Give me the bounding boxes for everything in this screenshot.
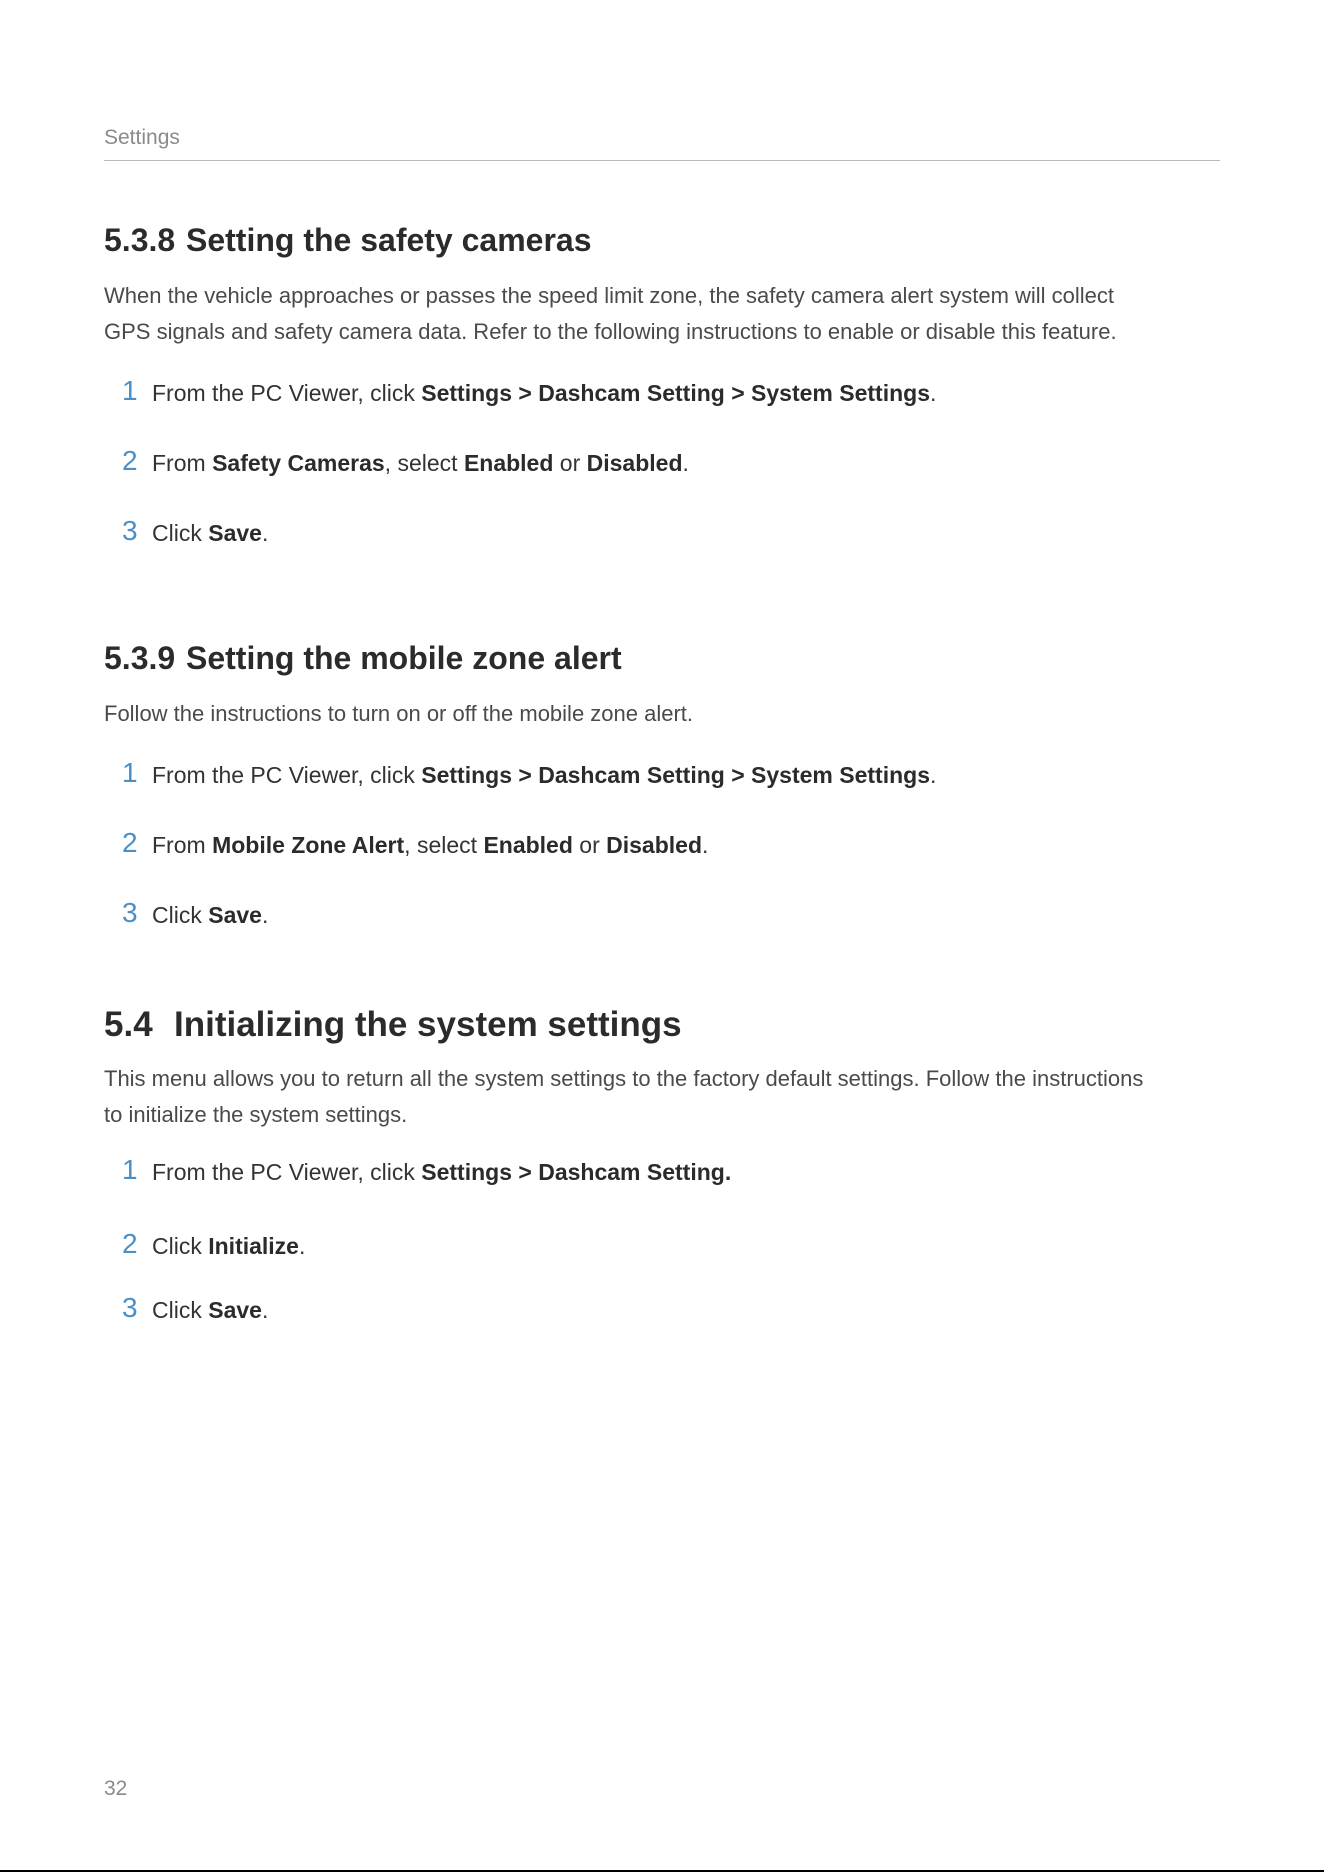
section-title: Initializing the system settings — [174, 1005, 682, 1044]
section-heading — [104, 1003, 1224, 1047]
step-end: . — [724, 1159, 732, 1185]
step-item — [104, 1229, 1224, 1263]
header-divider — [104, 160, 1220, 161]
step-text: or — [553, 450, 587, 476]
step-number: 1 — [122, 757, 138, 788]
running-header: Settings — [104, 126, 180, 149]
option-enabled: Enabled — [463, 450, 554, 476]
step-item — [104, 1293, 1224, 1327]
step-text: From the PC Viewer, click — [152, 380, 422, 406]
intro-line: When the vehicle approaches or passes the speed limit zone, the safety camera alert system will collect — [104, 283, 1115, 308]
step-end: . — [261, 520, 269, 546]
step-item — [104, 376, 1224, 410]
section-initialize-settings — [104, 1003, 1224, 1327]
step-end: . — [261, 1297, 269, 1323]
ui-path-settings: Settings — [421, 380, 512, 406]
section-title: Setting the mobile zone alert — [186, 640, 622, 676]
action-save: Save — [208, 520, 262, 546]
step-text: or — [572, 832, 607, 858]
intro-line: GPS signals and safety camera data. Refer to the following instructions to enable or disable this feature. — [104, 319, 1117, 344]
option-disabled: Disabled — [586, 450, 683, 476]
section-safety-cameras — [104, 218, 1224, 550]
step-text: , select — [384, 450, 464, 476]
ui-path-system-settings: System Settings — [751, 380, 930, 406]
action-save: Save — [208, 902, 262, 928]
page-number: 32 — [104, 1777, 128, 1800]
step-number: 1 — [122, 375, 138, 406]
path-separator: > — [512, 762, 539, 788]
intro-line: This menu allows you to return all the system settings to the factory default settings. Follow the instructions — [104, 1066, 1144, 1091]
step-item — [104, 828, 1224, 862]
step-number: 2 — [122, 445, 138, 476]
section-intro — [104, 1061, 1224, 1133]
step-text: Click — [152, 902, 209, 928]
path-separator: > — [724, 762, 752, 788]
step-number: 3 — [122, 897, 138, 928]
step-item — [104, 446, 1224, 480]
section-heading — [104, 218, 1224, 262]
option-name: Mobile Zone Alert — [212, 832, 405, 858]
step-number: 3 — [122, 1292, 138, 1323]
ui-path-dashcam-setting: Dashcam Setting — [538, 1159, 725, 1185]
step-item — [104, 1155, 1224, 1189]
option-disabled: Disabled — [606, 832, 703, 858]
step-item — [104, 758, 1224, 792]
ui-path-dashcam-setting: Dashcam Setting — [538, 762, 725, 788]
intro-line: to initialize the system settings. — [104, 1102, 408, 1127]
step-end: . — [682, 450, 689, 476]
action-save: Save — [208, 1297, 262, 1323]
step-item — [104, 898, 1224, 932]
section-number: 5.4 — [104, 1005, 153, 1044]
step-text: From the PC Viewer, click — [152, 1159, 422, 1185]
ui-path-system-settings: System Settings — [751, 762, 930, 788]
step-list — [104, 758, 1224, 932]
step-text: From the PC Viewer, click — [152, 762, 422, 788]
path-separator: > — [724, 380, 752, 406]
step-text: Click — [152, 1297, 209, 1323]
step-end: . — [261, 902, 269, 928]
step-end: . — [930, 762, 937, 788]
action-initialize: Initialize — [208, 1233, 299, 1259]
step-number: 3 — [122, 515, 138, 546]
step-text: , select — [404, 832, 484, 858]
option-name: Safety Cameras — [212, 450, 385, 476]
ui-path-settings: Settings — [421, 762, 512, 788]
section-intro — [104, 278, 1224, 350]
section-number: 5.3.8 — [104, 222, 176, 258]
ui-path-settings: Settings — [421, 1159, 512, 1185]
step-text: From — [152, 450, 213, 476]
section-title: Setting the safety cameras — [186, 222, 592, 258]
step-number: 2 — [122, 827, 138, 858]
section-intro: Follow the instructions to turn on or off the mobile zone alert. — [104, 701, 694, 726]
section-number: 5.3.9 — [104, 640, 176, 676]
step-text: Click — [152, 520, 209, 546]
step-end: . — [930, 380, 937, 406]
step-item — [104, 516, 1224, 550]
step-end: . — [702, 832, 709, 858]
step-text: Click — [152, 1233, 209, 1259]
path-separator: > — [512, 1159, 539, 1185]
ui-path-dashcam-setting: Dashcam Setting — [538, 380, 725, 406]
step-number: 2 — [122, 1228, 138, 1259]
option-enabled: Enabled — [483, 832, 573, 858]
step-text: From — [152, 832, 213, 858]
section-mobile-zone-alert — [104, 636, 1224, 932]
step-number: 1 — [122, 1154, 138, 1185]
section-heading — [104, 636, 1224, 680]
step-end: . — [298, 1233, 306, 1259]
step-list — [104, 1155, 1224, 1327]
step-list — [104, 376, 1224, 550]
path-separator: > — [512, 380, 539, 406]
